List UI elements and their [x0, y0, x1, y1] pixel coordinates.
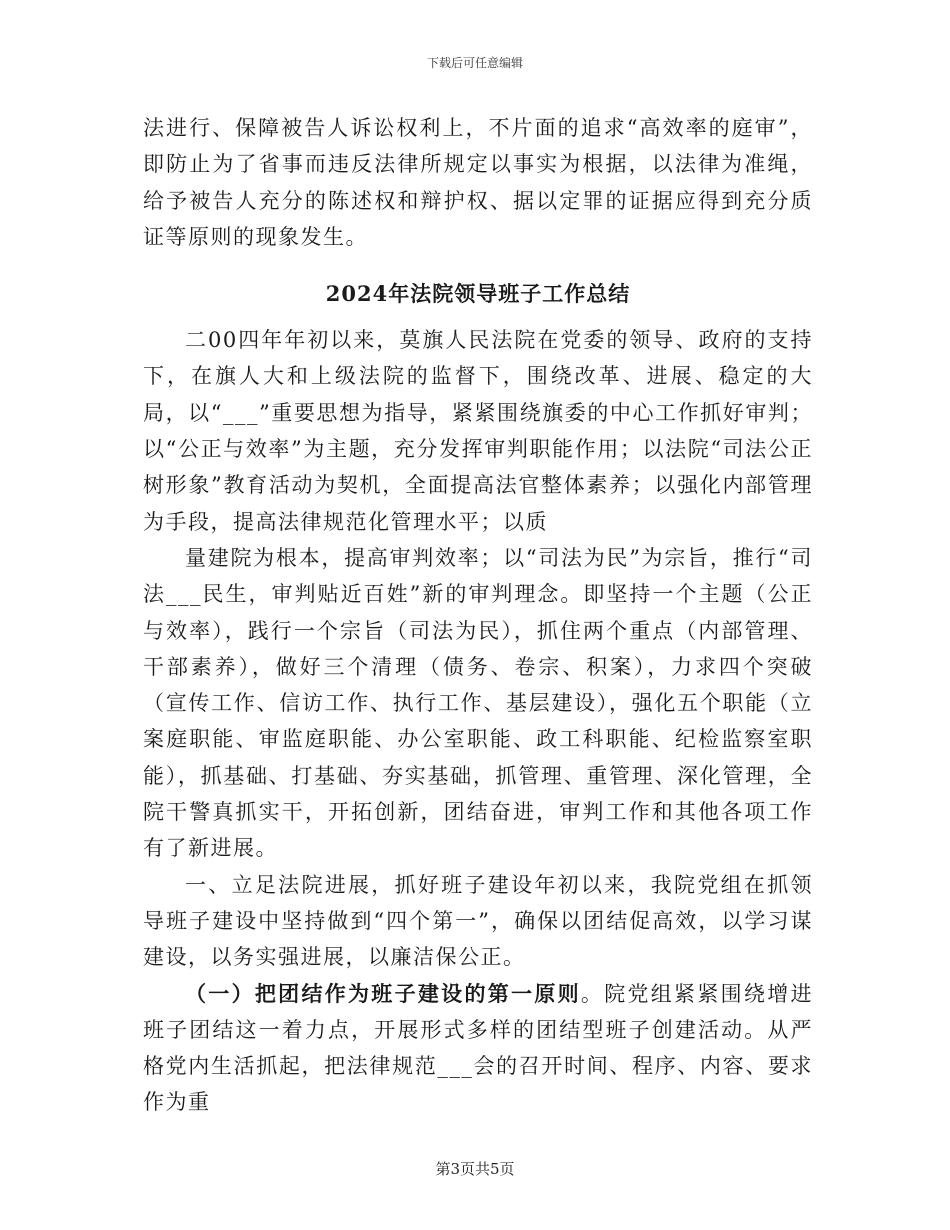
lead-paragraph: 法进行、保障被告人诉讼权利上，不片面的追求“高效率的庭审”，即防止为了省事而违反法律所规定以事实为根据，以法律为准绳，给予被告人充分的陈述权和辩护权、据以定罪的证据应得到充分质证等原则的现象发生。	[143, 116, 813, 249]
paragraph-4-text: 。院党组紧紧围绕增进班子团结这一着力点，开展形式多样的团结型班子创建活动。从严格党内生活抓起，把法律规范___会的召开时间、程序、内容、要求作为重	[143, 981, 814, 1115]
paragraph-1: 二00四年年初以来，莫旗人民法院在党委的领导、政府的支持下，在旗人大和上级法院的监督下，围绕改革、进展、稳定的大局，以“___”重要思想为指导，紧紧围绕旗委的中心工作抓好审判；以“公正与效率”为主题，充分发挥审判职能作用；以法院“司法公正树形象”教育活动为契机，全面提高法官整体素养；以强化内部管理为手段，提高法律规范化管理水平；以质	[143, 328, 813, 534]
document-title: 2024年法院领导班子工作总结	[325, 281, 631, 307]
paragraph-3: 一、立足法院进展，抓好班子建设年初以来，我院党组在抓领导班子建设中坚持做到“四个第一”，确保以团结促高效，以学习谋建设，以务实强进展，以廉洁保公正。	[143, 872, 813, 970]
page-footer: 第3页共5页	[435, 1160, 515, 1178]
paragraph-2: 量建院为根本，提高审判效率；以“司法为民”为宗旨，推行“司法___民生，审判贴近百姓”新的审判理念。即坚持一个主题（公正与效率），践行一个宗旨（司法为民），抓住两个重点（内部管理、干部素养），做好三个清理（债务、卷宗、积案），力求四个突破（宣传工作、信访工作、执行工作、基层建设），强化五个职能（立案庭职能、审监庭职能、办公室职能、政工科职能、纪检监察室职能），抓基础、打基础、夯实基础，抓管理、重管理、深化管理，全院干警真抓实干，开拓创新，团结奋进，审判工作和其他各项工作有了新进展。	[143, 545, 813, 861]
paragraph-4	[143, 976, 813, 1121]
page-header: 下载后可任意编辑	[426, 56, 523, 70]
document-body	[143, 110, 813, 1121]
section-heading-1: （一）把团结作为班子建设的第一原则	[185, 980, 581, 1006]
